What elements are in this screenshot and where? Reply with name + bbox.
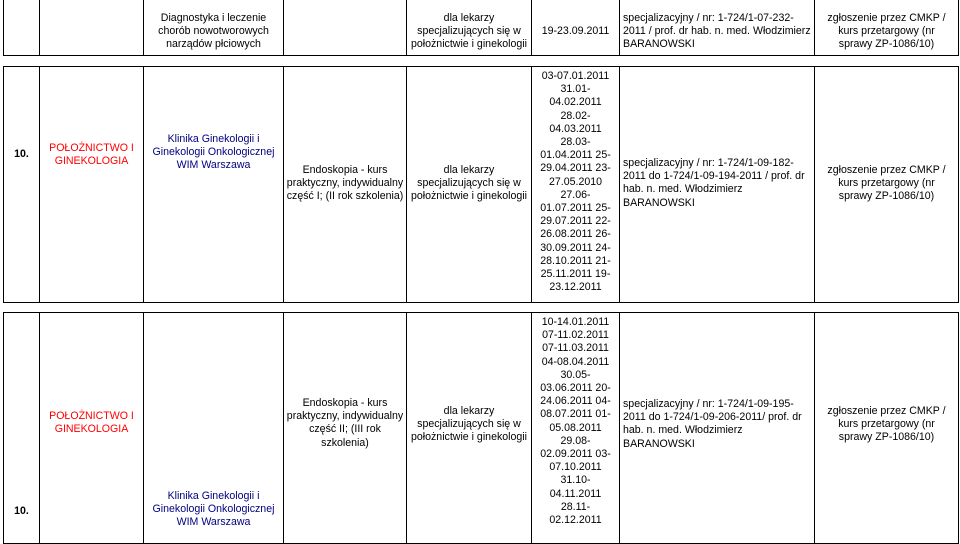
date-line: 29.04.2011 23- bbox=[540, 162, 611, 175]
row1-notice-cell bbox=[814, 66, 959, 303]
notice-line: kurs przetargowy (nr bbox=[838, 418, 935, 431]
subject-line: POŁOŻNICTWO I bbox=[49, 410, 134, 422]
row2-program-cell bbox=[619, 312, 815, 544]
date-line: 04-08.04.2011 bbox=[541, 355, 610, 368]
date-line: 01.04.2011 25- bbox=[540, 149, 611, 162]
row-number: 10. bbox=[14, 505, 29, 517]
date-line: 28.02- bbox=[560, 109, 591, 122]
audience-line: położnictwie i ginekologii bbox=[410, 431, 527, 444]
row0-dates-cell bbox=[531, 0, 620, 56]
program-line: hab. n. med. Włodzimierz bbox=[623, 424, 743, 437]
date-line: 27.05.2010 bbox=[548, 175, 603, 188]
row1-course-cell bbox=[283, 66, 407, 303]
row0-program-line: 2011 / prof. dr hab. n. med. Włodzimierz bbox=[623, 25, 811, 38]
notice-line: kurs przetargowy (nr bbox=[838, 177, 935, 190]
date-line: 07-11.03.2011 bbox=[542, 342, 609, 355]
date-line: 26.08.2011 26- bbox=[540, 228, 611, 241]
notice-line: zgłoszenie przez CMKP / bbox=[827, 405, 946, 417]
row0-program-cell bbox=[619, 0, 815, 56]
row0-audience-line: specjalizujących się w bbox=[417, 25, 521, 38]
course-line: praktyczny, indywidualny bbox=[286, 410, 404, 423]
row0-audience-line: dla lekarzy bbox=[443, 12, 495, 24]
date-line: 03.06.2011 20- bbox=[540, 382, 611, 395]
organizer-line: WIM Warszawa bbox=[176, 516, 251, 529]
audience-line: położnictwie i ginekologii bbox=[410, 190, 527, 203]
subject-line: GINEKOLOGIA bbox=[54, 423, 129, 436]
audience-line: specjalizujących się w bbox=[417, 177, 521, 190]
row1-program-cell bbox=[619, 66, 815, 303]
row0-program-line: BARANOWSKI bbox=[623, 38, 695, 51]
date-line: 28.11- bbox=[560, 500, 591, 513]
date-line: 27.06- bbox=[560, 188, 591, 201]
row1-audience-cell bbox=[406, 66, 532, 303]
date-line: 23.12.2011 bbox=[549, 281, 602, 294]
row1-no-cell bbox=[3, 66, 40, 303]
date-line: 04.03.2011 bbox=[549, 122, 602, 135]
course-line: Endoskopia - kurs bbox=[302, 164, 388, 176]
subject-line: GINEKOLOGIA bbox=[54, 155, 129, 168]
program-line: specjalizacyjny / nr: 1-724/1-09-195- bbox=[623, 398, 794, 410]
date-line: 28.10.2011 21- bbox=[540, 254, 611, 267]
organizer-line: Ginekologii Onkologicznej bbox=[152, 503, 275, 516]
notice-line: sprawy ZP-1086/10) bbox=[838, 431, 935, 444]
row2-subject-cell bbox=[39, 312, 144, 544]
course-line: część I; (II rok szkolenia) bbox=[286, 190, 404, 203]
date-line: 31.01- bbox=[560, 83, 591, 96]
organizer-line: WIM Warszawa bbox=[176, 159, 251, 172]
row2-notice-cell bbox=[814, 312, 959, 544]
date-line: 31.10- bbox=[560, 474, 591, 487]
row0-organizer-line: narządów płciowych bbox=[166, 38, 261, 51]
date-line: 29.08- bbox=[560, 434, 591, 447]
row0-organizer-line: chorób nowotworowych bbox=[158, 25, 269, 38]
audience-line: specjalizujących się w bbox=[417, 418, 521, 431]
course-line: część II; (III rok bbox=[309, 423, 381, 436]
audience-line: dla lekarzy bbox=[443, 405, 495, 417]
row0-notice-line: sprawy ZP-1086/10) bbox=[838, 38, 935, 51]
program-line: 2011 do 1-724/1-09-194-2011 / prof. dr bbox=[623, 170, 805, 183]
row1-organizer-cell bbox=[143, 66, 284, 303]
notice-line: zgłoszenie przez CMKP / bbox=[827, 164, 946, 176]
date-line: 02.12.2011 bbox=[549, 514, 602, 527]
row0-organizer-cell bbox=[143, 0, 284, 56]
row0-notice-line: kurs przetargowy (nr bbox=[838, 25, 935, 38]
date-line: 28.03- bbox=[560, 136, 591, 149]
row0-audience-line: położnictwie i ginekologii bbox=[410, 38, 527, 51]
row2-audience-cell bbox=[406, 312, 532, 544]
course-line: praktyczny, indywidualny bbox=[286, 177, 404, 190]
date-line: 08.07.2011 01- bbox=[540, 408, 611, 421]
row0-course-cell bbox=[283, 0, 407, 56]
row0-date-line: 19-23.09.2011 bbox=[541, 25, 610, 37]
row0-audience-cell bbox=[406, 0, 532, 56]
row2-no-cell bbox=[3, 312, 40, 544]
date-line: 30.05- bbox=[560, 368, 591, 381]
row2-organizer-cell bbox=[143, 312, 284, 544]
program-line: 2011 do 1-724/1-09-206-2011/ prof. dr bbox=[623, 411, 802, 424]
row1-dates-cell bbox=[531, 66, 620, 303]
date-line: 29.07.2011 22- bbox=[540, 215, 611, 228]
program-line: specjalizacyjny / nr: 1-724/1-09-182- bbox=[623, 157, 794, 169]
row0-notice-cell bbox=[814, 0, 959, 56]
course-line: Endoskopia - kurs bbox=[302, 397, 388, 409]
organizer-line: Klinika Ginekologii i bbox=[167, 490, 260, 502]
row1-subject-cell bbox=[39, 66, 144, 303]
date-line: 04.11.2011 bbox=[549, 487, 602, 500]
program-line: BARANOWSKI bbox=[623, 437, 695, 450]
date-line: 07-11.02.2011 bbox=[542, 329, 609, 342]
date-line: 24.06.2011 04- bbox=[540, 395, 611, 408]
organizer-line: Ginekologii Onkologicznej bbox=[152, 146, 275, 159]
date-line: 30.09.2011 24- bbox=[540, 241, 611, 254]
date-line: 05.08.2011 bbox=[549, 421, 602, 434]
program-line: BARANOWSKI bbox=[623, 196, 695, 209]
row0-notice-line: zgłoszenie przez CMKP / bbox=[827, 12, 946, 24]
date-line: 03-07.01.2011 bbox=[541, 70, 610, 82]
row0-organizer-line: Diagnostyka i leczenie bbox=[160, 12, 267, 24]
date-line: 04.02.2011 bbox=[549, 96, 602, 109]
row2-course-cell bbox=[283, 312, 407, 544]
row0-subject-cell bbox=[39, 0, 144, 56]
audience-line: dla lekarzy bbox=[443, 164, 495, 176]
row2-dates-cell bbox=[531, 312, 620, 544]
organizer-line: Klinika Ginekologii i bbox=[167, 133, 260, 145]
date-line: 25.11.2011 19- bbox=[540, 268, 611, 281]
subject-line: POŁOŻNICTWO I bbox=[49, 142, 134, 154]
row-number: 10. bbox=[14, 148, 29, 160]
row0-no-cell bbox=[3, 0, 40, 56]
date-line: 02.09.2011 03- bbox=[540, 448, 611, 461]
date-line: 01.07.2011 25- bbox=[540, 202, 611, 215]
row0-program-line: specjalizacyjny / nr: 1-724/1-07-232- bbox=[623, 12, 794, 24]
date-line: 10-14.01.2011 bbox=[541, 316, 610, 328]
course-line: szkolenia) bbox=[321, 436, 369, 449]
program-line: hab. n. med. Włodzimierz bbox=[623, 183, 743, 196]
date-line: 07.10.2011 bbox=[549, 461, 602, 474]
notice-line: sprawy ZP-1086/10) bbox=[838, 190, 935, 203]
